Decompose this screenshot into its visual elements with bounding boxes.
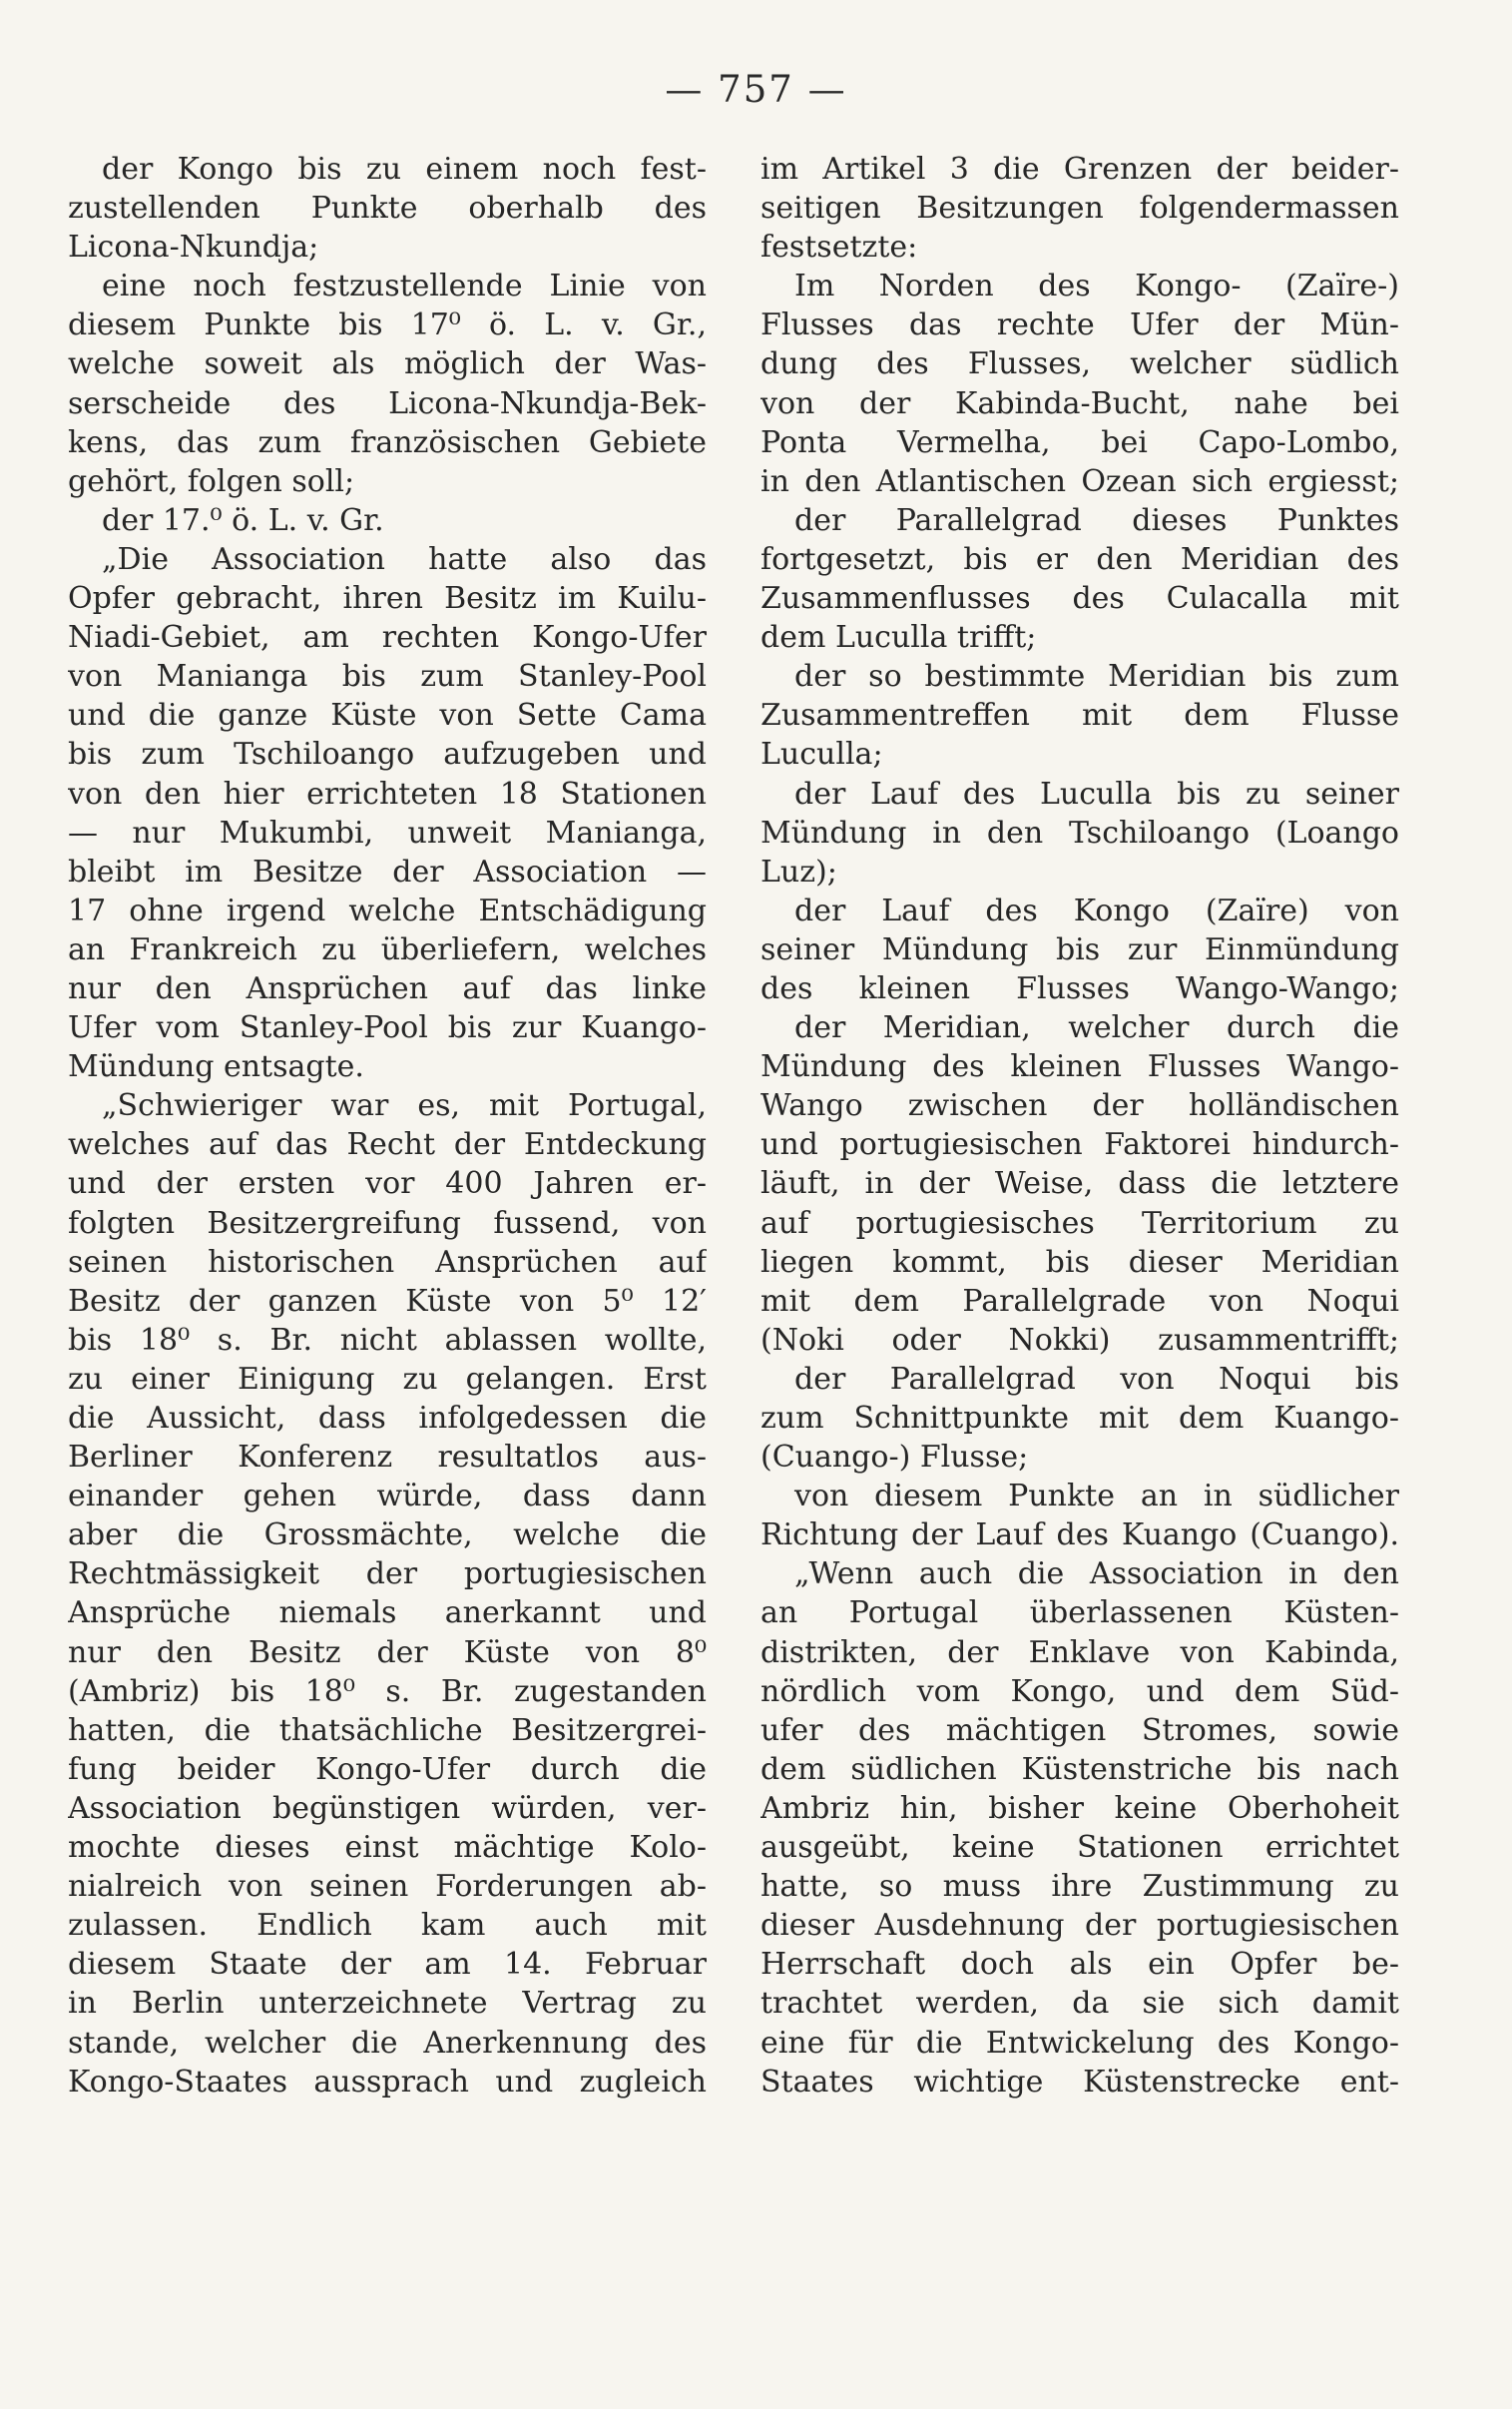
text-line: nördlich vom Kongo, und dem Süd-: [760, 1673, 1399, 1709]
text-line: aber die Grossmächte, welche die: [68, 1517, 707, 1553]
text-line: eine noch festzustellende Linie von: [102, 269, 707, 304]
text-line: der so bestimmte Meridian bis zum: [794, 659, 1399, 695]
text-line: eine für die Entwickelung des Kongo-: [760, 2025, 1399, 2061]
text-line: der Parallelgrad von Noqui bis: [794, 1361, 1399, 1397]
text-line: läuft, in der Weise, dass die letztere: [760, 1166, 1399, 1202]
text-line: nur den Ansprüchen auf das linke: [68, 970, 707, 1006]
text-line: Rechtmässigkeit der portugiesischen: [68, 1556, 707, 1592]
text-line: von den hier errichteten 18 Stationen: [68, 776, 707, 812]
text-line: „Wenn auch die Association in den: [794, 1556, 1399, 1592]
text-line: zu einer Einigung zu gelangen. Erst: [68, 1361, 707, 1397]
text-line: stande, welcher die Anerkennung des: [68, 2025, 707, 2061]
text-line: (Ambriz) bis 18⁰ s. Br. zugestanden: [68, 1673, 707, 1709]
text-line: Zusammentreffen mit dem Flusse: [760, 698, 1399, 734]
text-line: der Parallelgrad dieses Punktes: [794, 502, 1399, 538]
right-column: [760, 150, 1399, 2102]
text-line: Niadi-Gebiet, am rechten Kongo-Ufer: [68, 620, 707, 656]
text-line: Luculla;: [760, 737, 883, 773]
text-line: dem Luculla trifft;: [760, 620, 1037, 656]
text-line: fung beider Kongo-Ufer durch die: [68, 1751, 707, 1787]
text-line: Berliner Konferenz resultatlos aus-: [68, 1440, 707, 1476]
text-line: in den Atlantischen Ozean sich ergiesst;: [760, 463, 1399, 499]
text-line: welche soweit als möglich der Was-: [68, 346, 707, 382]
text-line: Licona-Nkundja;: [68, 230, 319, 266]
text-line: Ambriz hin, bisher keine Oberhoheit: [760, 1790, 1399, 1826]
text-line: Zusammenflusses des Culacalla mit: [760, 581, 1399, 617]
text-line: (Cuango-) Flusse;: [760, 1440, 1029, 1476]
text-line: hatten, die thatsächliche Besitzergrei-: [68, 1712, 707, 1748]
text-line: Besitz der ganzen Küste von 5⁰ 12′: [68, 1283, 707, 1319]
text-line: kens, das zum französischen Gebiete: [68, 424, 707, 460]
text-line: der Lauf des Kongo (Zaïre) von: [794, 893, 1399, 928]
page-number: — 757 —: [665, 68, 847, 111]
text-line: der Kongo bis zu einem noch fest-: [102, 152, 707, 187]
text-line: 17 ohne irgend welche Entschädigung: [68, 893, 707, 928]
text-line: nur den Besitz der Küste von 8⁰: [68, 1634, 707, 1670]
left-column: [68, 150, 707, 2102]
text-line: gehört, folgen soll;: [68, 463, 355, 499]
text-line: ausgeübt, keine Stationen errichtet: [760, 1830, 1399, 1866]
text-line: und der ersten vor 400 Jahren er-: [68, 1166, 707, 1202]
text-line: zustellenden Punkte oberhalb des: [68, 191, 707, 227]
text-line: der Lauf des Luculla bis zu seiner: [794, 776, 1399, 812]
text-line: dieser Ausdehnung der portugiesischen: [760, 1908, 1399, 1944]
text-line: seiner Mündung bis zur Einmündung: [760, 931, 1399, 967]
text-line: von diesem Punkte an in südlicher: [794, 1479, 1399, 1514]
text-line: zum Schnittpunkte mit dem Kuango-: [760, 1401, 1399, 1436]
text-line: „Die Association hatte also das: [102, 541, 707, 577]
text-line: Association begünstigen würden, ver-: [68, 1790, 707, 1826]
text-line: der 17.⁰ ö. L. v. Gr.: [102, 502, 384, 538]
text-line: einander gehen würde, dass dann: [68, 1479, 707, 1514]
text-line: Flusses das rechte Ufer der Mün-: [760, 307, 1399, 343]
text-line: Ufer vom Stanley-Pool bis zur Kuango-: [68, 1010, 707, 1046]
text-line: auf portugiesisches Territorium zu: [760, 1205, 1399, 1241]
text-line: des kleinen Flusses Wango-Wango;: [760, 970, 1399, 1006]
text-line: Ponta Vermelha, bei Capo-Lombo,: [760, 424, 1399, 460]
text-line: „Schwieriger war es, mit Portugal,: [102, 1088, 707, 1124]
text-line: Herrschaft doch als ein Opfer be-: [760, 1947, 1399, 1983]
text-line: festsetzte:: [760, 230, 918, 266]
text-line: dem südlichen Küstenstriche bis nach: [760, 1751, 1399, 1787]
text-line: — nur Mukumbi, unweit Manianga,: [68, 815, 707, 851]
text-line: der Meridian, welcher durch die: [794, 1010, 1399, 1046]
text-line: im Artikel 3 die Grenzen der beider-: [760, 152, 1399, 187]
text-line: dung des Flusses, welcher südlich: [760, 346, 1399, 382]
text-line: an Portugal überlassenen Küsten-: [760, 1595, 1399, 1631]
text-line: bis 18⁰ s. Br. nicht ablassen wollte,: [68, 1322, 707, 1358]
text-line: in Berlin unterzeichnete Vertrag zu: [68, 1986, 707, 2022]
text-line: Wango zwischen der holländischen: [760, 1088, 1399, 1124]
text-line: Kongo-Staates aussprach und zugleich: [68, 2064, 707, 2100]
text-line: an Frankreich zu überliefern, welches: [68, 931, 707, 967]
text-line: trachtet werden, da sie sich damit: [760, 1986, 1399, 2022]
text-line: mochte dieses einst mächtige Kolo-: [68, 1830, 707, 1866]
text-line: und die ganze Küste von Sette Cama: [68, 698, 707, 734]
text-line: Opfer gebracht, ihren Besitz im Kuilu-: [68, 581, 707, 617]
text-line: Im Norden des Kongo- (Zaïre-): [794, 269, 1399, 304]
text-line: Mündung in den Tschiloango (Loango: [760, 815, 1399, 851]
text-line: diesem Staate der am 14. Februar: [68, 1947, 707, 1983]
text-line: seitigen Besitzungen folgendermassen: [760, 191, 1399, 227]
text-line: mit dem Parallelgrade von Noqui: [760, 1283, 1399, 1319]
text-line: hatte, so muss ihre Zustimmung zu: [760, 1869, 1399, 1905]
text-line: distrikten, der Enklave von Kabinda,: [760, 1634, 1399, 1670]
text-line: ufer des mächtigen Stromes, sowie: [760, 1712, 1399, 1748]
text-line: seinen historischen Ansprüchen auf: [68, 1244, 707, 1280]
text-line: Mündung entsagte.: [68, 1049, 364, 1085]
text-line: welches auf das Recht der Entdeckung: [68, 1127, 707, 1163]
text-line: diesem Punkte bis 17⁰ ö. L. v. Gr.,: [68, 307, 707, 343]
text-line: zulassen. Endlich kam auch mit: [68, 1908, 707, 1944]
text-line: Mündung des kleinen Flusses Wango-: [760, 1049, 1399, 1085]
text-line: die Aussicht, dass infolgedessen die: [68, 1401, 707, 1436]
text-line: von der Kabinda-Bucht, nahe bei: [760, 385, 1399, 421]
text-line: Staates wichtige Küstenstrecke ent-: [760, 2064, 1399, 2100]
text-line: nialreich von seinen Forderungen ab-: [68, 1869, 707, 1905]
text-line: (Noki oder Nokki) zusammentrifft;: [760, 1322, 1399, 1358]
text-line: und portugiesischen Faktorei hindurch-: [760, 1127, 1399, 1163]
text-line: bis zum Tschiloango aufzugeben und: [68, 737, 707, 773]
text-line: von Manianga bis zum Stanley-Pool: [68, 659, 707, 695]
text-line: Luz);: [760, 854, 837, 890]
text-line: fortgesetzt, bis er den Meridian des: [760, 541, 1399, 577]
text-line: bleibt im Besitze der Association —: [68, 854, 707, 890]
text-line: serscheide des Licona-Nkundja-Bek-: [68, 385, 707, 421]
text-line: Ansprüche niemals anerkannt und: [68, 1595, 707, 1631]
text-line: liegen kommt, bis dieser Meridian: [760, 1244, 1399, 1280]
text-line: folgten Besitzergreifung fussend, von: [68, 1205, 707, 1241]
text-line: Richtung der Lauf des Kuango (Cuango).: [760, 1517, 1399, 1553]
